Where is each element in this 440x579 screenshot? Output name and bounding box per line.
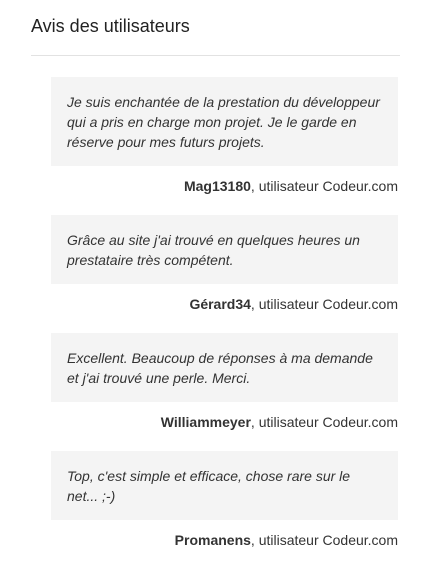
review-author-line — [51, 412, 398, 432]
review-author-name: Promanens — [174, 532, 251, 548]
review-author-suffix: , utilisateur Codeur.com — [250, 414, 398, 430]
review-item — [51, 333, 398, 432]
review-item — [51, 451, 398, 550]
section-title: Avis des utilisateurs — [31, 16, 190, 36]
review-quote: Grâce au site j'ai trouvé en quelques heures un prestataire très compétent. — [51, 215, 398, 284]
review-item — [51, 215, 398, 314]
review-author-name: Mag13180 — [183, 178, 251, 194]
title-divider — [31, 55, 400, 56]
review-item — [51, 77, 398, 196]
review-author-line — [51, 294, 398, 314]
review-quote: Je suis enchantée de la prestation du développeur qui a pris en charge mon projet. Je le garde en réserve pour mes futurs projets. — [51, 77, 398, 166]
review-author-suffix: , utilisateur Codeur.com — [250, 178, 398, 194]
review-author-name: Williammeyer — [160, 414, 251, 430]
review-author-name: Gérard34 — [189, 296, 251, 312]
review-quote: Top, c'est simple et efficace, chose rare sur le net... ;-) — [51, 451, 398, 520]
reviews-list — [51, 77, 398, 569]
review-quote: Excellent. Beaucoup de réponses à ma demande et j'ai trouvé une perle. Merci. — [51, 333, 398, 402]
review-author-suffix: , utilisateur Codeur.com — [250, 532, 398, 548]
review-author-suffix: , utilisateur Codeur.com — [250, 296, 398, 312]
review-author-line — [51, 176, 398, 196]
review-author-line — [51, 530, 398, 550]
